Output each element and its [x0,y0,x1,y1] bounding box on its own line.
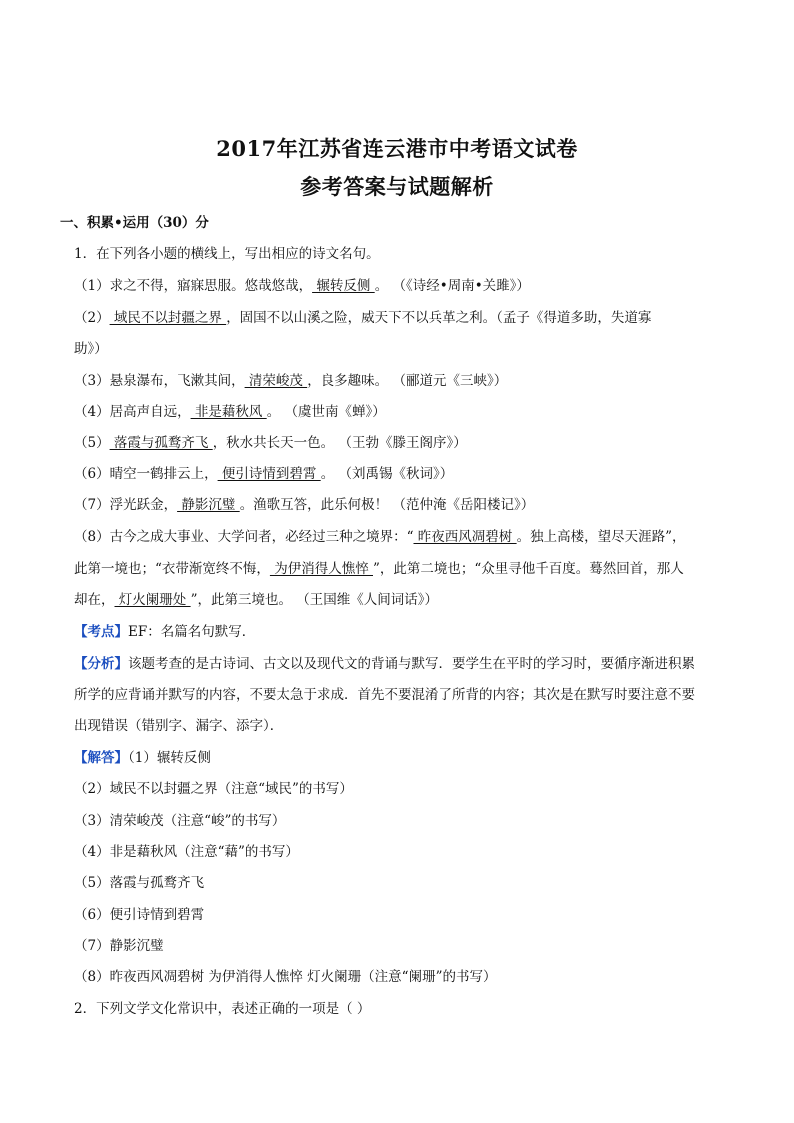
kaodian-tag: 【考点】 [74,624,128,640]
question-1-item-1: （1）求之不得，寤寐思服。悠哉悠哉， 辗转反侧 。 （《诗经•周南•关雎》） [74,278,530,294]
jieda-line-7: （7）静影沉璧 [74,938,164,954]
answer-blank: 清荣峻茂 [244,373,308,389]
answer-blank: 便引诗情到碧霄 [217,466,321,482]
question-1-item-6: （6）晴空一鹤排云上， 便引诗情到碧霄 。 （刘禹锡《秋词》） [74,466,454,482]
answer-blank: 辗转反侧 [312,278,375,294]
jieda-line-3: （3）清荣峻茂（注意“峻”的书写） [74,813,286,829]
answer-blank: 静影沉璧 [177,497,240,513]
section-heading: 一、积累•运用（30）分 [60,215,209,231]
answer-blank: 昨夜西风凋碧树 [413,529,517,545]
kaodian-line: 【考点】EF：名篇名句默写． [74,624,256,640]
answer-blank: 非是藉秋风 [190,404,267,420]
question-1-item-3: （3）悬泉瀑布，飞漱其间， 清荣峻茂 ，良多趣味。 （郦道元《三峡》） [74,373,508,389]
question-1-stem: 1．在下列各小题的横线上，写出相应的诗文名句。 [74,246,380,262]
question-1-item-4: （4）居高声自远， 非是藉秋风 。 （虞世南《蝉》） [74,404,386,420]
answer-blank: 灯火阑珊处 [114,592,191,608]
fenxi-tag: 【分析】 [74,656,128,672]
page-title: 2017年江苏省连云港市中考语文试卷 [216,136,578,161]
fenxi-line-1: 【分析】该题考查的是古诗词、古文以及现代文的背诵与默写．要学生在平时的学习时，要循序渐进积累 [74,656,695,672]
fenxi-line-2: 所学的应背诵并默写的内容，不要太急于求成．首先不要混淆了所背的内容；其次是在默写时要注意不要 [74,687,695,703]
jieda-line-6: （6）便引诗情到碧霄 [74,907,205,923]
answer-blank: 落霞与孤鹜齐飞 [109,435,213,451]
question-1-item-8: （8）古今之成大事业、大学问者，必经过三种之境界：“ 昨夜西风凋碧树 。独上高楼，望尽天涯路”， [74,529,686,545]
jieda-line-4: （4）非是藉秋风（注意“藉”的书写） [74,844,299,860]
jieda-line-2: （2）域民不以封疆之界（注意“域民”的书写） [74,781,353,797]
question-1-item-2-cont: 助》） [74,341,108,357]
question-2-stem: 2．下列文学文化常识中，表述正确的一项是（ ） [74,1001,371,1017]
question-1-item-7: （7）浮光跃金， 静影沉璧 。渔歌互答，此乐何极！ （范仲淹《岳阳楼记》） [74,497,535,513]
jieda-line-5: （5）落霞与孤鹜齐飞 [74,875,205,891]
answer-blank: 域民不以封疆之界 [109,310,227,326]
jieda-line-8: （8）昨夜西风凋碧树 为伊消得人憔悴 灯火阑珊（注意“阑珊”的书写） [74,969,497,985]
page-subtitle: 参考答案与试题解析 [300,174,494,199]
jieda-line-1: 【解答】（1）辗转反侧 [74,750,211,766]
question-1-item-8-line-3: 却在， 灯火阑珊处 ”，此第三境也。 （王国维《人间词话》） [74,592,439,608]
question-1-item-8-line-2: 此第一境也；“衣带渐宽终不悔， 为伊消得人憔悴 ”，此第二境也；“众里寻他千百度。蓦然回首，那人 [74,561,684,577]
question-1-item-5: （5） 落霞与孤鹜齐飞 ，秋水共长天一色。 （王勃《滕王阁序》） [74,435,467,451]
fenxi-line-3: 出现错误（错别字、漏字、添字）． [74,718,284,734]
answer-blank: 为伊消得人憔悴 [269,561,373,577]
question-1-item-2: （2） 域民不以封疆之界 ，固国不以山溪之险，威天下不以兵革之利。（孟子《得道多助，失道寡 [74,310,652,326]
jieda-tag: 【解答】 [74,750,128,766]
